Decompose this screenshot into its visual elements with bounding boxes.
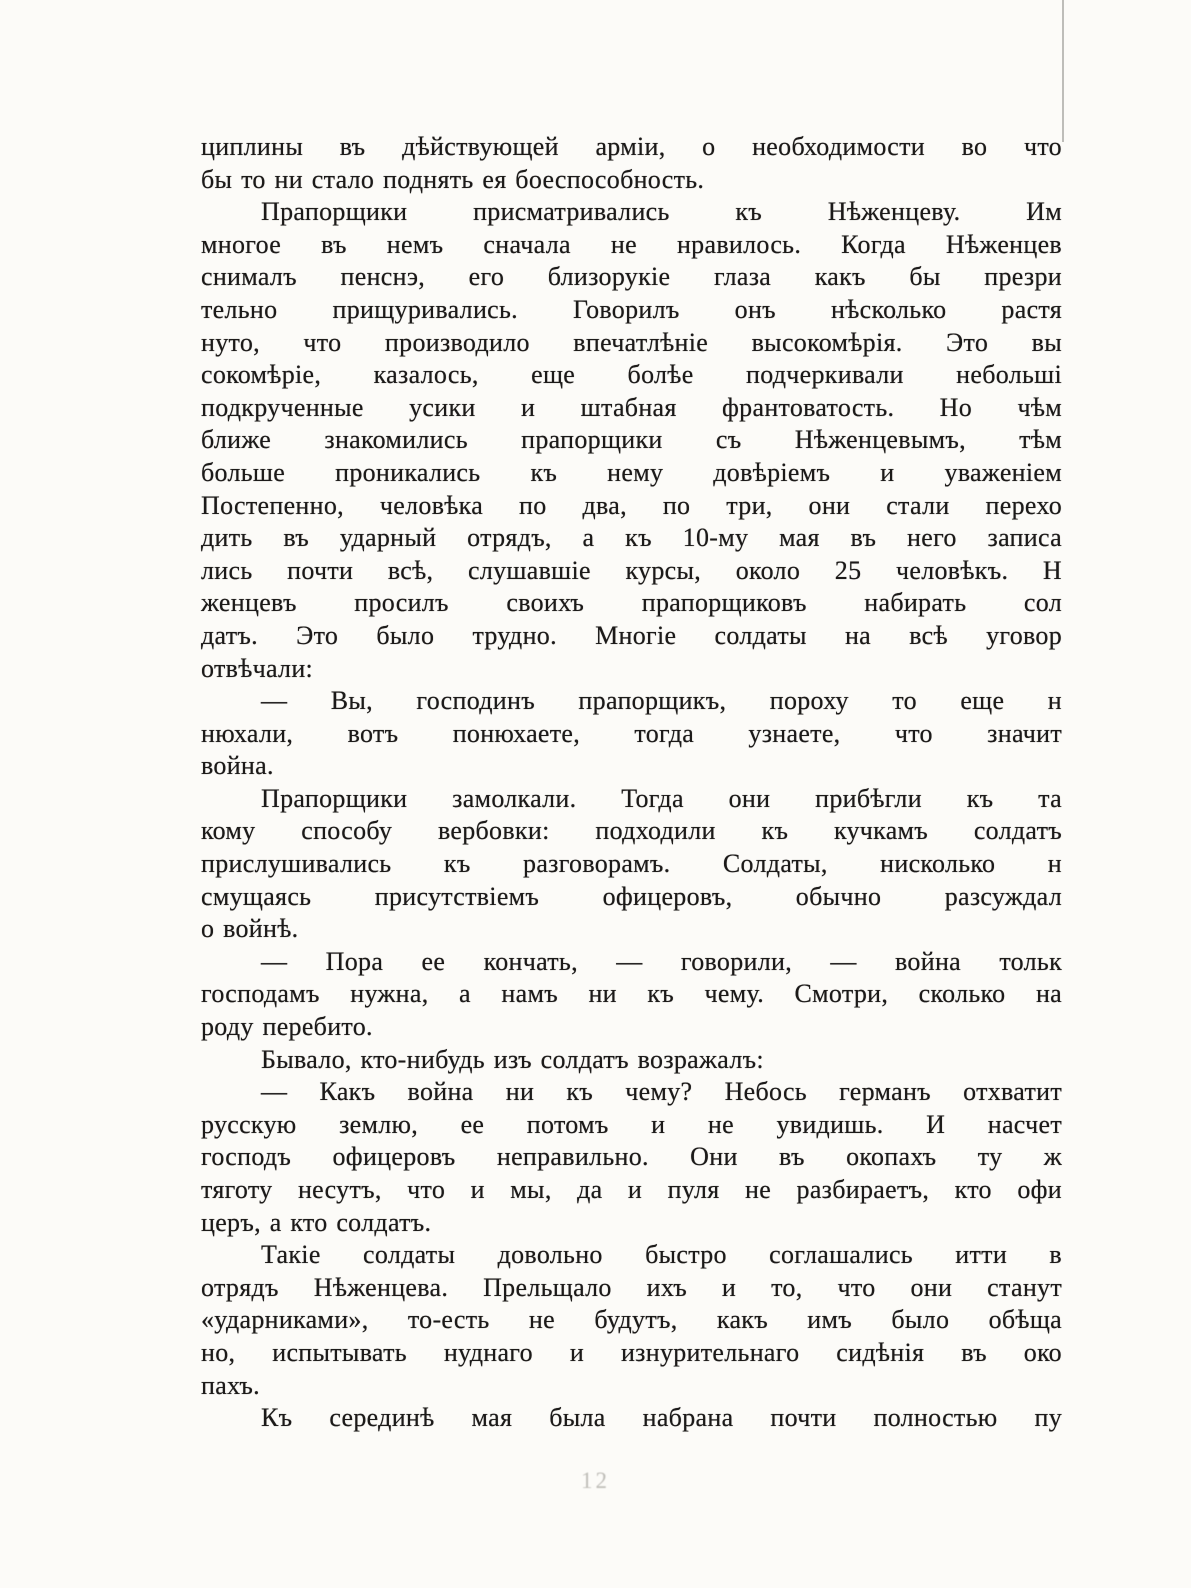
text-line: ближе знакомились прапорщики съ Нѣженцевымъ, тѣм: [201, 425, 1062, 455]
text-line: — Какъ война ни къ чему? Небось германъ отхватит: [261, 1077, 1062, 1107]
text-line: о войнѣ.: [201, 914, 299, 944]
text-line: нуто, что производило впечатлѣніе высокомѣрія. Это вы: [201, 327, 1062, 357]
text-line: Бывало, кто-нибудь изъ солдатъ возражалъ:: [261, 1044, 764, 1074]
text-line: отрядъ Нѣженцева. Прельщало ихъ и то, что они станут: [201, 1272, 1062, 1302]
text-line: — Вы, господинъ прапорщикъ, пороху то еще н: [261, 686, 1062, 716]
text-line: тяготу несутъ, что и мы, да и пуля не разбираетъ, кто офи: [201, 1175, 1062, 1204]
text-line: Такіе солдаты довольно быстро соглашались итти в: [261, 1240, 1062, 1270]
text-line: многое въ немъ сначала не нравилось. Когда Нѣженцев: [201, 229, 1062, 259]
text-line: пахъ.: [201, 1370, 260, 1400]
text-line: снималъ пенснэ, его близорукіе глаза какъ бы презри: [201, 262, 1062, 292]
text-line: Къ серединѣ мая была набрана почти полностью пу: [261, 1403, 1062, 1433]
text-line: датъ. Это было трудно. Многіе солдаты на всѣ уговор: [201, 620, 1062, 650]
text-line: роду перебито.: [201, 1012, 373, 1042]
text-line: — Пора ее кончать, — говорили, — война тольк: [261, 946, 1062, 976]
text-line: Прапорщики присматривались къ Нѣженцеву. Им: [261, 197, 1062, 227]
text-line: война.: [201, 751, 274, 781]
text-line: отвѣчали:: [201, 653, 314, 683]
text-line: Прапорщики замолкали. Тогда они прибѣгли къ та: [261, 783, 1062, 813]
text-line: дить въ ударный отрядъ, а къ 10-му мая въ него записа: [201, 523, 1062, 553]
text-line: церъ, а кто солдатъ.: [201, 1207, 432, 1237]
text-line: Постепенно, человѣка по два, по три, они стали перехо: [201, 490, 1062, 520]
text-line: бы то ни стало поднять ея боеспособность.: [201, 164, 705, 194]
text-line: сокомѣріе, казалось, еще болѣе подчеркивали небольші: [201, 360, 1062, 390]
text-line: циплины въ дѣйствующей арміи, о необходимости во что: [201, 132, 1062, 161]
text-line: господамъ нужна, а намъ ни къ чему. Смотри, сколько на: [201, 979, 1062, 1009]
text-line: лись почти всѣ, слушавшіе курсы, около 25 человѣкъ. Н: [201, 555, 1062, 585]
text-line: прислушивались къ разговорамъ. Солдаты, нисколько н: [201, 849, 1062, 879]
page-number: 12: [581, 1468, 610, 1493]
text-line: русскую землю, ее потомъ и не увидишь. И насчет: [201, 1109, 1062, 1139]
text-line: нюхали, вотъ понюхаете, тогда узнаете, что значит: [201, 718, 1062, 748]
scan-artifact-line: [1062, 0, 1064, 142]
text-line: больше проникались къ нему довѣріемъ и уваженіем: [201, 457, 1062, 487]
text-line: но, испытывать нуднаго и изнурительнаго сидѣнія въ око: [201, 1337, 1062, 1367]
text-line: господъ офицеровъ неправильно. Они въ окопахъ ту ж: [201, 1142, 1062, 1172]
text-line: женцевъ просилъ своихъ прапорщиковъ набирать сол: [201, 588, 1062, 618]
text-block: [201, 131, 1062, 1435]
text-line: кому способу вербовки: подходили къ кучкамъ солдатъ: [201, 816, 1062, 846]
text-line: подкрученные усики и штабная франтоватость. Но чѣм: [201, 392, 1062, 422]
text-line: тельно прищуривались. Говорилъ онъ нѣсколько растя: [201, 294, 1062, 324]
text-line: «ударниками», то-есть не будутъ, какъ имъ было обѣща: [201, 1305, 1062, 1335]
text-line: смущаясь присутствіемъ офицеровъ, обычно разсуждал: [201, 881, 1062, 911]
